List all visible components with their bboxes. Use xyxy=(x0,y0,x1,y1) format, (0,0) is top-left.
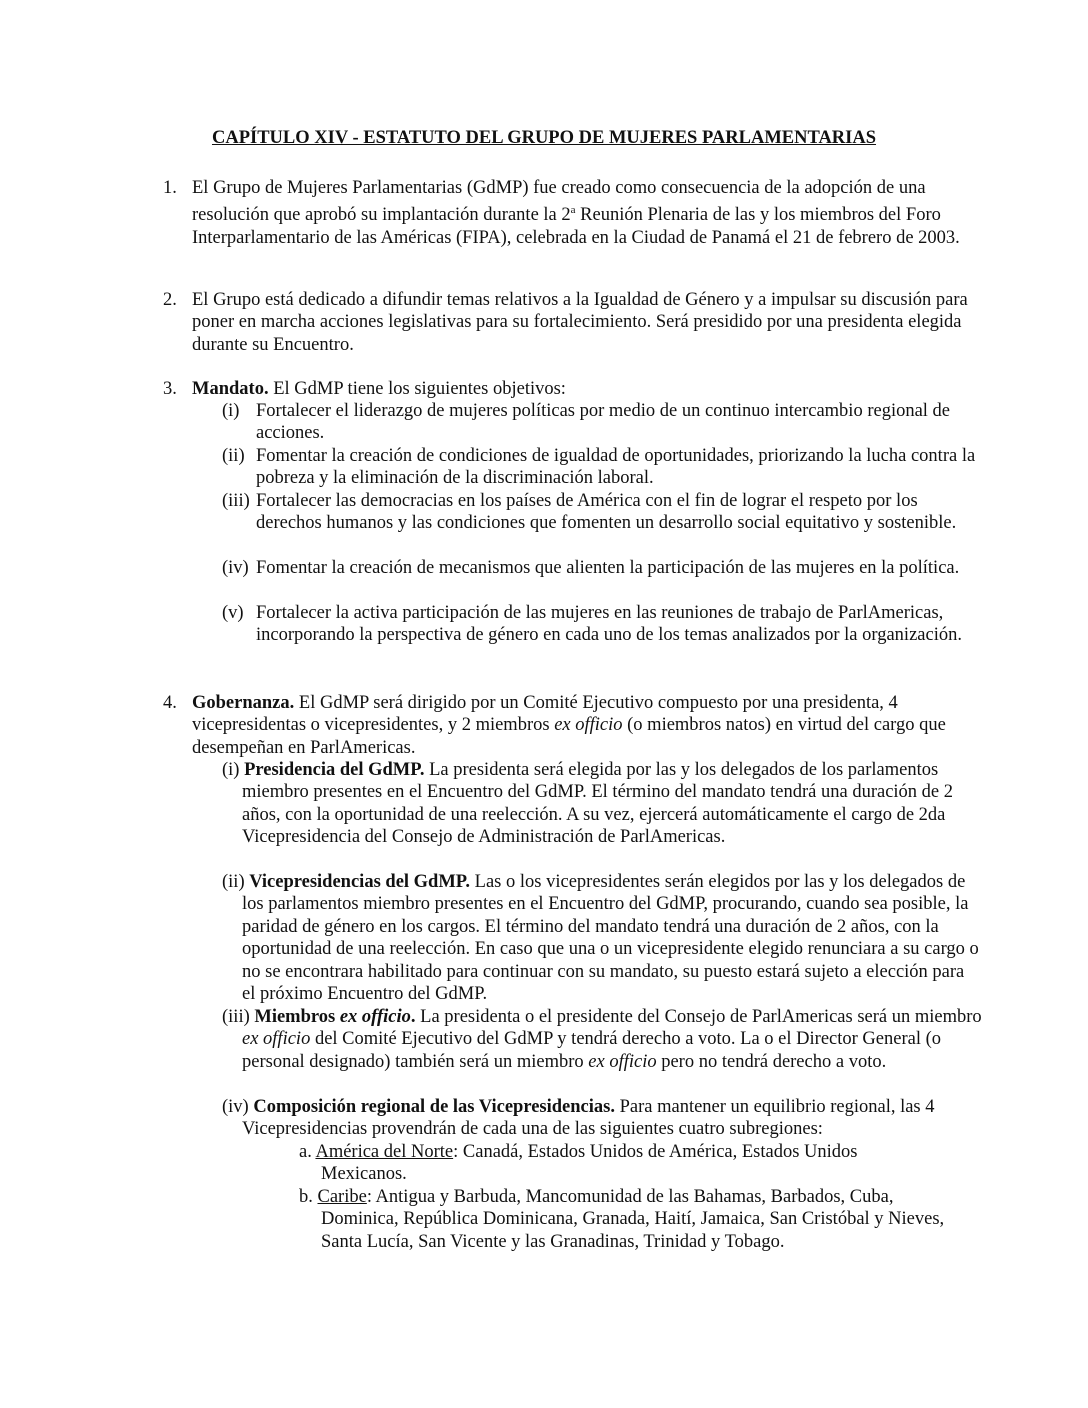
gobernanza-intro-a: El GdMP será dirigido por un Comité Ejecutivo compuesto por una presidenta, 4 vicepresidentas o vicepresidentes, y 2 miembros xyxy=(192,693,898,736)
mandato-item xyxy=(222,602,982,647)
miembros-heading-a: Miembros xyxy=(254,1007,340,1027)
paragraph-4 xyxy=(192,692,982,759)
mandato-intro: El GdMP tiene los siguientes objetivos: xyxy=(268,379,566,399)
paragraph-2-number: 2. xyxy=(163,290,177,310)
gobernanza-intro-italic: ex officio xyxy=(554,715,623,736)
paragraph-1-superscript: a xyxy=(570,204,576,217)
paragraph-3 xyxy=(192,378,982,400)
miembros-label: (iii) xyxy=(222,1007,255,1027)
miembros-text-c: pero no tendrá derecho a voto. xyxy=(656,1051,887,1072)
paragraph-3-number: 3. xyxy=(163,379,177,399)
mandato-item-label: (i) xyxy=(222,401,240,421)
mandato-item-text: Fortalecer el liderazgo de mujeres políticas por medio de un continuo intercambio regional de acciones. xyxy=(256,401,951,444)
miembros-text-italic-1: ex officio xyxy=(242,1029,311,1050)
presidencia-label: (i) xyxy=(222,760,245,780)
composicion-heading: Composición regional de las Vicepresidencias. xyxy=(253,1097,615,1117)
miembros-text-b: del Comité Ejecutivo del GdMP y tendrá derecho a voto. La o el Director General (o personal designado) también será un miembro xyxy=(242,1029,941,1072)
paragraph-1-text-b: Reunión Plenaria de las y los miembros del Foro Interparlamentario de las Américas (FIPA), celebrada en la Ciudad de Panamá el 21 de febrero de 2003. xyxy=(192,205,960,248)
vicepresidencias-text: Las o los vicepresidentes serán elegidos por las y los delegados de los parlamentos miembro presentes en el Encuentro del GdMP, procurando, cuando sea posible, la paridad de género en los cargos. El término del mandato tendrá una duración de 2 años, con la oportunidad de una reelección. En caso que una o un vicepresidente elegido renunciara a su cargo o no se encontrara habilitado para continuar con su mandato, su puesto estará sujeto a elección para el próximo Encuentro del GdMP. xyxy=(242,872,979,1005)
subregion-b-label: b. xyxy=(299,1187,318,1207)
mandato-item xyxy=(222,445,982,490)
mandato-item-text: Fortalecer las democracias en los países de América con el fin de lograr el respeto por los derechos humanos y las condiciones que fomenten un desarrollo social equitativo y sostenible. xyxy=(256,491,957,534)
mandato-item-text: Fomentar la creación de condiciones de igualdad de oportunidades, priorizando la lucha contra la pobreza y la eliminación de la discriminación laboral. xyxy=(256,446,976,489)
gobernanza-intro-b: (o miembros natos) en virtud del cargo que desempeñan en ParlAmericas. xyxy=(192,715,946,758)
miembros-ex-officio-item xyxy=(222,1006,982,1073)
subregion-america-del-norte xyxy=(287,1141,947,1186)
vicepresidencias-heading: Vicepresidencias del GdMP. xyxy=(249,872,471,892)
miembros-text-italic-2: ex officio xyxy=(588,1051,657,1072)
miembros-heading xyxy=(254,1007,415,1027)
subregion-a-name: América del Norte xyxy=(315,1142,454,1162)
mandato-item-label: (ii) xyxy=(222,446,245,466)
mandato-item-label: (iii) xyxy=(222,491,250,511)
gobernanza-heading: Gobernanza. xyxy=(192,693,295,713)
subregion-b-name: Caribe xyxy=(317,1187,367,1207)
miembros-heading-italic: ex officio xyxy=(339,1007,411,1027)
paragraph-1-number: 1. xyxy=(163,178,177,198)
composicion-regional-item xyxy=(222,1096,982,1141)
composicion-text: Para mantener un equilibrio regional, las 4 Vicepresidencias provendrán de cada una de las siguientes cuatro subregiones: xyxy=(242,1097,935,1140)
paragraph-2: El Grupo está dedicado a difundir temas relativos a la Igualdad de Género y a impulsar su discusión para poner en marcha acciones legislativas para su fortalecimiento. Será presidido por una presidenta elegida durante su Encuentro. xyxy=(192,290,968,355)
subregion-a-label: a. xyxy=(299,1142,316,1162)
chapter-title: CAPÍTULO XIV - ESTATUTO DEL GRUPO DE MUJERES PARLAMENTARIAS xyxy=(211,128,877,148)
vicepresidencias-label: (ii) xyxy=(222,872,250,892)
mandato-item xyxy=(222,490,982,535)
mandato-item-text: Fomentar la creación de mecanismos que alienten la participación de las mujeres en la política. xyxy=(256,558,960,578)
mandato-item xyxy=(222,557,982,579)
vicepresidencias-item xyxy=(222,871,982,1005)
mandato-item-label: (v) xyxy=(222,603,244,623)
paragraph-1-text-a: El Grupo de Mujeres Parlamentarias (GdMP) fue creado como consecuencia de la adopción de una resolución que aprobó su implantación durante la 2 xyxy=(192,178,926,226)
presidencia-item xyxy=(222,759,982,849)
composicion-label: (iv) xyxy=(222,1097,254,1117)
presidencia-text: La presidenta será elegida por las y los delegados de los parlamentos miembro presentes en el Encuentro del GdMP. El término del mandato tendrá una duración de 2 años, con la oportunidad de una reelección. A su vez, ejercerá automáticamente el cargo de 2da Vicepresidencia del Consejo de Administración de ParlAmericas. xyxy=(242,760,954,848)
mandato-heading: Mandato. xyxy=(192,379,269,399)
paragraph-1 xyxy=(192,177,982,249)
miembros-text-a: La presidenta o el presidente del Consejo de ParlAmericas será un miembro xyxy=(415,1007,982,1027)
subregion-caribe xyxy=(287,1186,947,1253)
presidencia-heading: Presidencia del GdMP. xyxy=(244,760,425,780)
mandato-item-label: (iv) xyxy=(222,558,249,578)
mandato-item xyxy=(222,400,982,445)
paragraph-4-number: 4. xyxy=(163,693,177,713)
subregion-a-text: : Canadá, Estados Unidos de América, Estados Unidos Mexicanos. xyxy=(321,1142,858,1185)
miembros-heading-b: . xyxy=(410,1007,416,1027)
mandato-item-text: Fortalecer la activa participación de las mujeres en las reuniones de trabajo de ParlAmericas, incorporando la perspectiva de género en cada uno de los temas analizados por la organización. xyxy=(256,603,962,646)
subregion-b-text: : Antigua y Barbuda, Mancomunidad de las Bahamas, Barbados, Cuba, Dominica, República Dominicana, Granada, Haití, Jamaica, San Cristóbal y Nieves, Santa Lucía, San Vicente y las Granadinas, Trinidad y Tobago. xyxy=(321,1187,945,1252)
